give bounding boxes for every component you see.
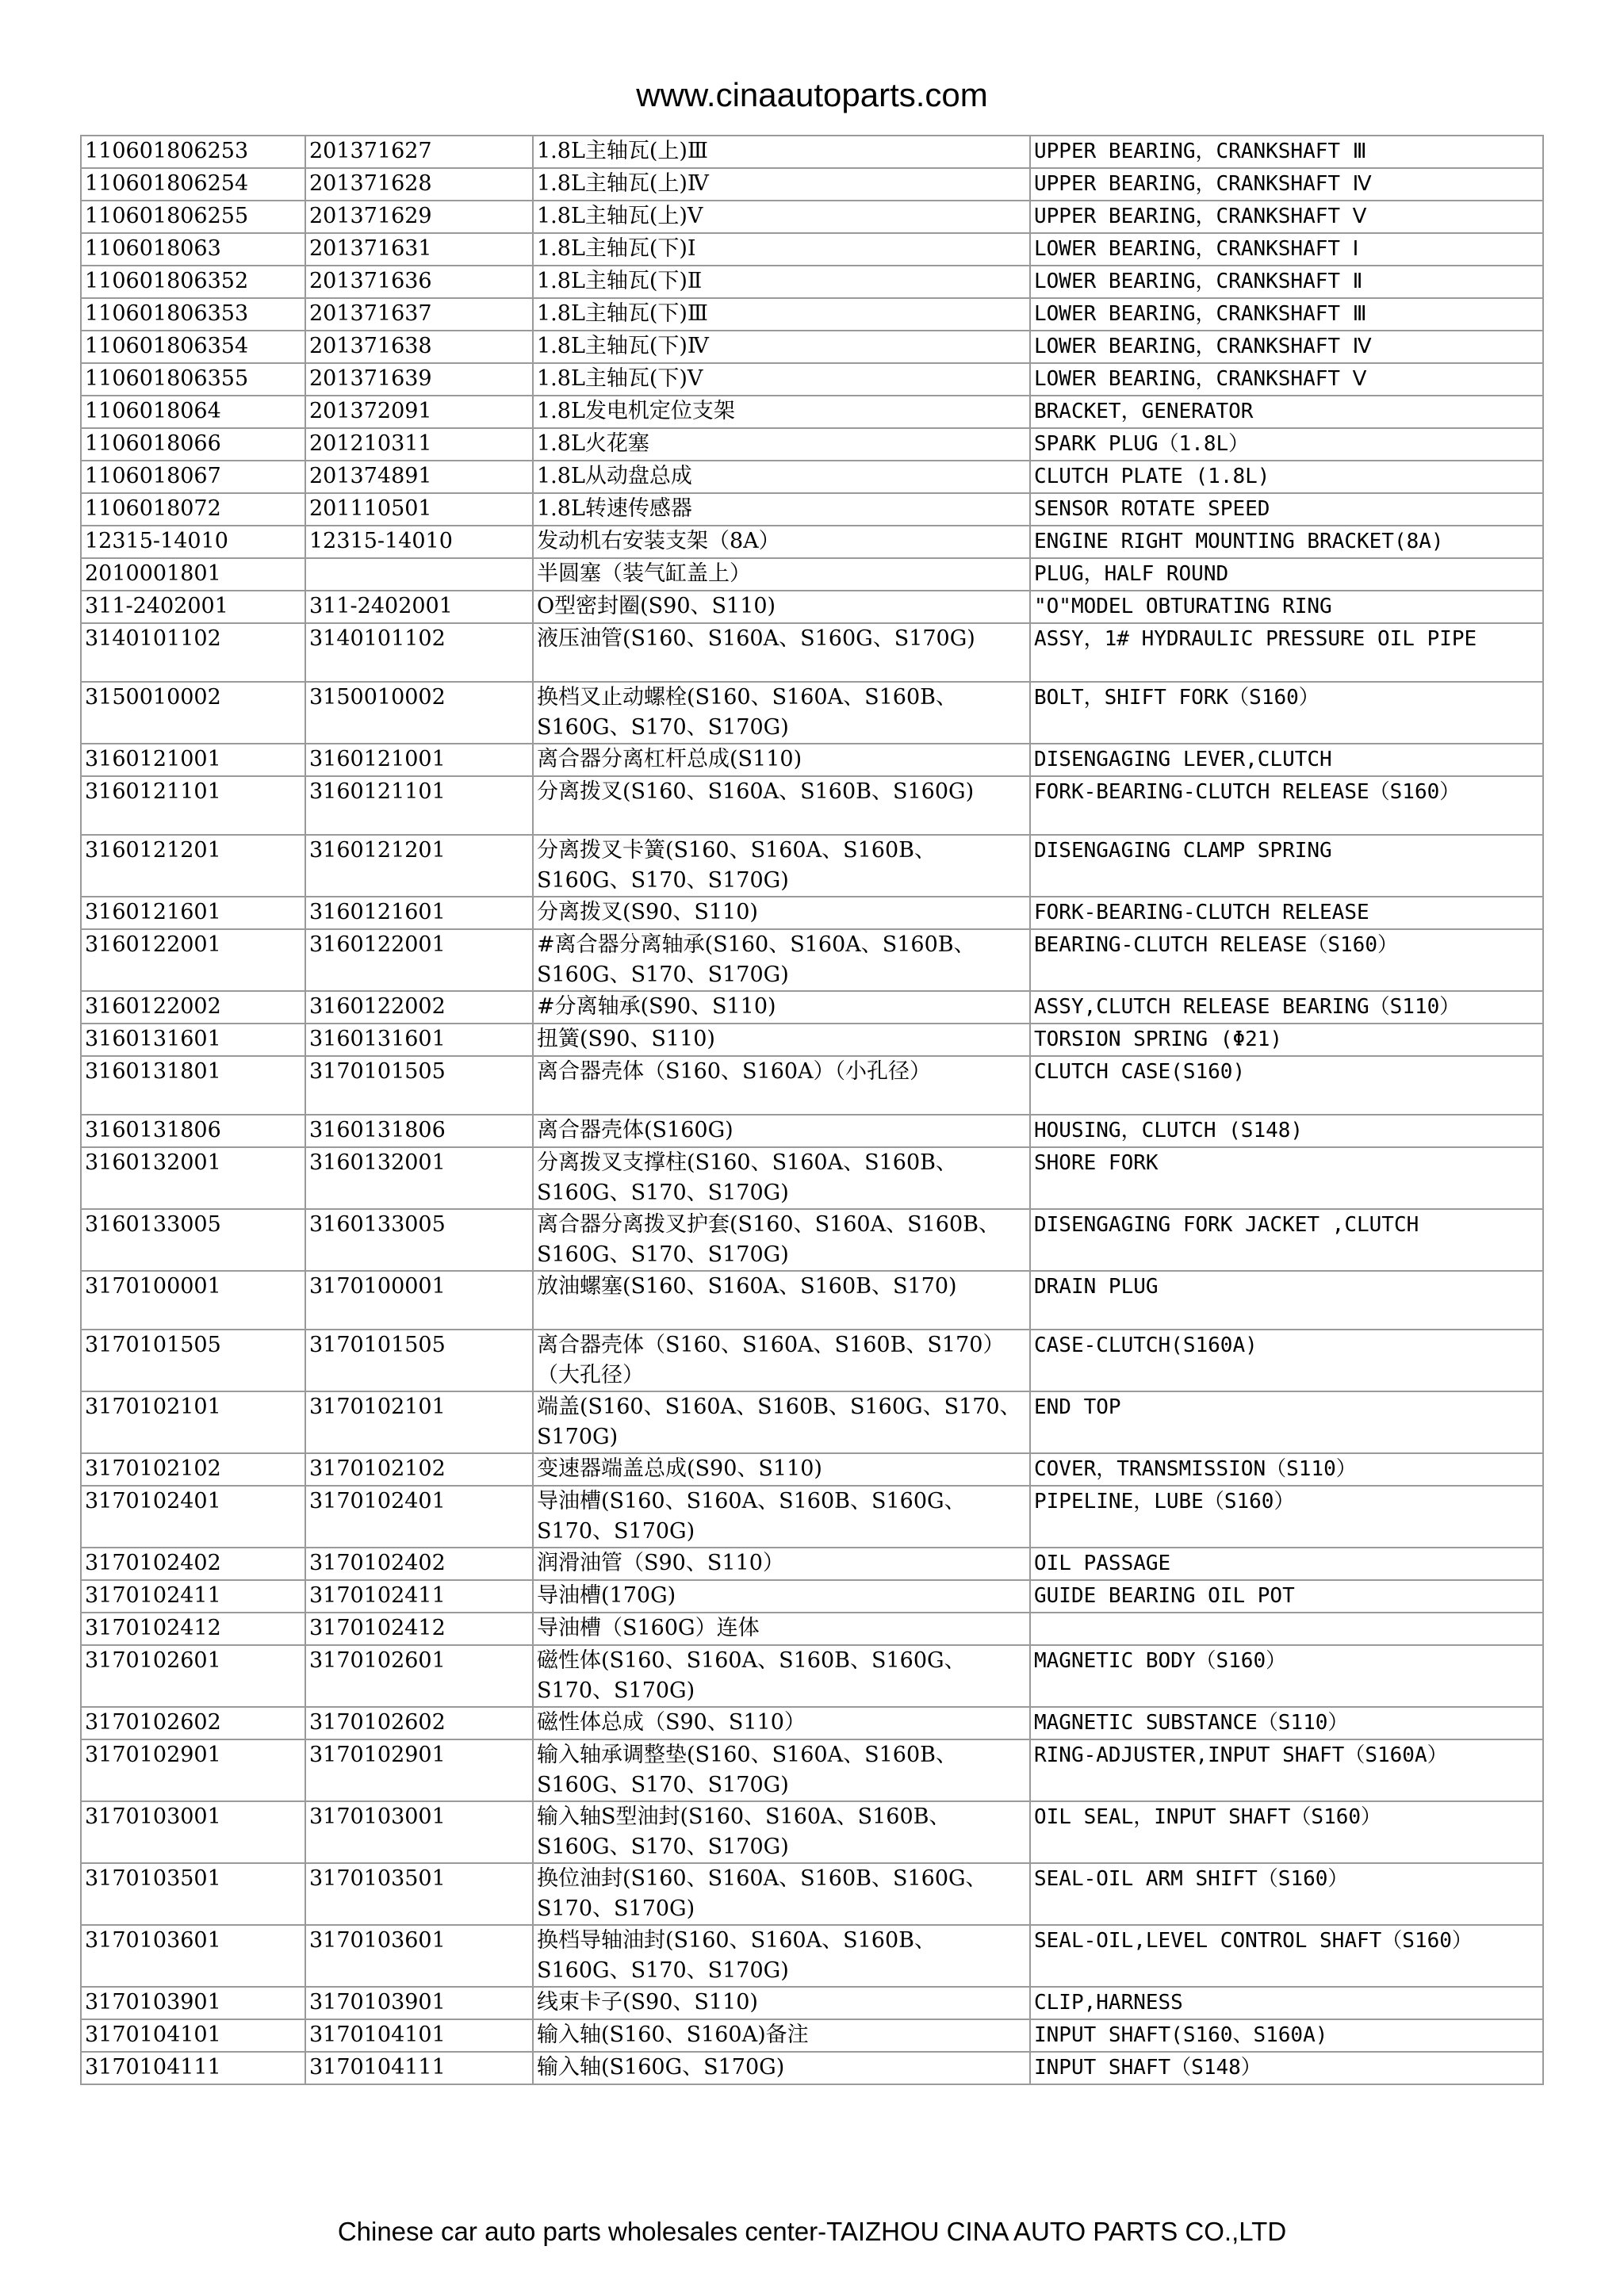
oem-number-cell: 201371637 <box>305 298 533 331</box>
table-row <box>81 1147 1543 1209</box>
table-row <box>81 591 1543 623</box>
english-name-cell: PIPELINE，LUBE（S160） <box>1030 1486 1543 1548</box>
english-name-cell: UPPER BEARING，CRANKSHAFT Ⅳ <box>1030 168 1543 201</box>
english-name-cell: ASSY，1# HYDRAULIC PRESSURE OIL PIPE <box>1030 623 1543 682</box>
part-code-cell: 3140101102 <box>81 623 305 682</box>
oem-number-cell: 3160121201 <box>305 835 533 897</box>
chinese-name-cell: 1.8L转速传感器 <box>533 493 1030 526</box>
table-row <box>81 266 1543 298</box>
part-code-cell: 3170102412 <box>81 1613 305 1645</box>
part-code-cell: 3160131601 <box>81 1024 305 1056</box>
chinese-name-cell: 1.8L发电机定位支架 <box>533 396 1030 428</box>
part-code-cell: 3170104101 <box>81 2019 305 2052</box>
oem-number-cell: 3170102411 <box>305 1580 533 1613</box>
table-row <box>81 1024 1543 1056</box>
english-name-cell: RING-ADJUSTER,INPUT SHAFT（S160A） <box>1030 1739 1543 1801</box>
chinese-name-cell: 换位油封(S160、S160A、S160B、S160G、S170、S170G) <box>533 1863 1030 1925</box>
table-row <box>81 2019 1543 2052</box>
table-row <box>81 1271 1543 1330</box>
chinese-name-cell: 导油槽(S160、S160A、S160B、S160G、S170、S170G) <box>533 1486 1030 1548</box>
chinese-name-cell: 1.8L主轴瓦(上)Ⅲ <box>533 136 1030 168</box>
part-code-cell: 3170103501 <box>81 1863 305 1925</box>
chinese-name-cell: 磁性体(S160、S160A、S160B、S160G、S170、S170G) <box>533 1645 1030 1707</box>
chinese-name-cell: 扭簧(S90、S110) <box>533 1024 1030 1056</box>
english-name-cell: BEARING-CLUTCH RELEASE（S160） <box>1030 929 1543 991</box>
part-code-cell: 3170102601 <box>81 1645 305 1707</box>
oem-number-cell: 201210311 <box>305 428 533 461</box>
part-code-cell: 3170102102 <box>81 1453 305 1486</box>
english-name-cell: SEAL-OIL,LEVEL CONTROL SHAFT（S160） <box>1030 1925 1543 1987</box>
oem-number-cell: 3170102402 <box>305 1548 533 1580</box>
chinese-name-cell: 润滑油管（S90、S110） <box>533 1548 1030 1580</box>
chinese-name-cell: 1.8L主轴瓦(上)Ⅴ <box>533 201 1030 233</box>
chinese-name-cell: 分离拨叉(S160、S160A、S160B、S160G) <box>533 776 1030 835</box>
part-code-cell: 110601806253 <box>81 136 305 168</box>
part-code-cell: 3170102402 <box>81 1548 305 1580</box>
chinese-name-cell: 端盖(S160、S160A、S160B、S160G、S170、S170G) <box>533 1391 1030 1453</box>
english-name-cell: UPPER BEARING，CRANKSHAFT Ⅲ <box>1030 136 1543 168</box>
table-row <box>81 363 1543 396</box>
part-code-cell: 2010001801 <box>81 558 305 591</box>
table-row <box>81 1115 1543 1147</box>
chinese-name-cell: 分离拨叉(S90、S110) <box>533 897 1030 929</box>
english-name-cell: UPPER BEARING，CRANKSHAFT Ⅴ <box>1030 201 1543 233</box>
part-code-cell: 110601806354 <box>81 331 305 363</box>
english-name-cell: OIL PASSAGE <box>1030 1548 1543 1580</box>
oem-number-cell: 3170102412 <box>305 1613 533 1645</box>
english-name-cell: CASE-CLUTCH(S160A) <box>1030 1330 1543 1391</box>
table-row <box>81 1453 1543 1486</box>
chinese-name-cell: 半圆塞（装气缸盖上） <box>533 558 1030 591</box>
table-row <box>81 493 1543 526</box>
table-row <box>81 168 1543 201</box>
chinese-name-cell: 变速器端盖总成(S90、S110) <box>533 1453 1030 1486</box>
english-name-cell: BOLT，SHIFT FORK（S160） <box>1030 682 1543 744</box>
chinese-name-cell: 输入轴(S160、S160A)备注 <box>533 2019 1030 2052</box>
table-row <box>81 331 1543 363</box>
table-row <box>81 461 1543 493</box>
chinese-name-cell: #分离轴承(S90、S110) <box>533 991 1030 1024</box>
table-row <box>81 1330 1543 1391</box>
oem-number-cell: 3170103501 <box>305 1863 533 1925</box>
part-code-cell: 311-2402001 <box>81 591 305 623</box>
oem-number-cell: 3170100001 <box>305 1271 533 1330</box>
part-code-cell: 110601806352 <box>81 266 305 298</box>
table-row <box>81 1613 1543 1645</box>
table-row <box>81 1801 1543 1863</box>
english-name-cell: LOWER BEARING，CRANKSHAFT Ⅳ <box>1030 331 1543 363</box>
oem-number-cell: 3170102102 <box>305 1453 533 1486</box>
english-name-cell: SPARK PLUG（1.8L） <box>1030 428 1543 461</box>
english-name-cell: ASSY,CLUTCH RELEASE BEARING（S110） <box>1030 991 1543 1024</box>
chinese-name-cell: 液压油管(S160、S160A、S160G、S170G) <box>533 623 1030 682</box>
table-row <box>81 1645 1543 1707</box>
table-row <box>81 1739 1543 1801</box>
part-code-cell: 3170102401 <box>81 1486 305 1548</box>
oem-number-cell: 3150010002 <box>305 682 533 744</box>
table-row <box>81 835 1543 897</box>
oem-number-cell: 3170104111 <box>305 2052 533 2084</box>
chinese-name-cell: 1.8L主轴瓦(下)Ⅱ <box>533 266 1030 298</box>
oem-number-cell: 201371636 <box>305 266 533 298</box>
english-name-cell: SHORE FORK <box>1030 1147 1543 1209</box>
chinese-name-cell: 发动机右安装支架（8A） <box>533 526 1030 558</box>
english-name-cell: SENSOR ROTATE SPEED <box>1030 493 1543 526</box>
english-name-cell: FORK-BEARING-CLUTCH RELEASE（S160） <box>1030 776 1543 835</box>
chinese-name-cell: 分离拨叉卡簧(S160、S160A、S160B、S160G、S170、S170G) <box>533 835 1030 897</box>
oem-number-cell: 201374891 <box>305 461 533 493</box>
oem-number-cell: 3160121001 <box>305 744 533 776</box>
english-name-cell: ENGINE RIGHT MOUNTING BRACKET(8A) <box>1030 526 1543 558</box>
oem-number-cell: 3170101505 <box>305 1330 533 1391</box>
part-code-cell: 3170102101 <box>81 1391 305 1453</box>
english-name-cell: DISENGAGING LEVER,CLUTCH <box>1030 744 1543 776</box>
chinese-name-cell: 1.8L主轴瓦(上)Ⅳ <box>533 168 1030 201</box>
english-name-cell: HOUSING，CLUTCH (S148) <box>1030 1115 1543 1147</box>
english-name-cell: DISENGAGING FORK JACKET ,CLUTCH <box>1030 1209 1543 1271</box>
table-row <box>81 2052 1543 2084</box>
oem-number-cell: 3170101505 <box>305 1056 533 1115</box>
oem-number-cell: 201371628 <box>305 168 533 201</box>
chinese-name-cell: 离合器壳体（S160、S160A）（小孔径） <box>533 1056 1030 1115</box>
oem-number-cell: 12315-14010 <box>305 526 533 558</box>
english-name-cell: FORK-BEARING-CLUTCH RELEASE <box>1030 897 1543 929</box>
table-row <box>81 744 1543 776</box>
table-row <box>81 396 1543 428</box>
table-row <box>81 1863 1543 1925</box>
chinese-name-cell: 换档叉止动螺栓(S160、S160A、S160B、S160G、S170、S170G) <box>533 682 1030 744</box>
part-code-cell: 3170103601 <box>81 1925 305 1987</box>
chinese-name-cell: 1.8L从动盘总成 <box>533 461 1030 493</box>
english-name-cell: LOWER BEARING，CRANKSHAFT Ⅴ <box>1030 363 1543 396</box>
oem-number-cell: 3170102101 <box>305 1391 533 1453</box>
table-row <box>81 776 1543 835</box>
part-code-cell: 3160121201 <box>81 835 305 897</box>
oem-number-cell: 3140101102 <box>305 623 533 682</box>
table-row <box>81 1486 1543 1548</box>
oem-number-cell: 201110501 <box>305 493 533 526</box>
part-code-cell: 3160121601 <box>81 897 305 929</box>
table-row <box>81 1580 1543 1613</box>
parts-table-body <box>81 136 1543 2084</box>
table-row <box>81 233 1543 266</box>
part-code-cell: 3170101505 <box>81 1330 305 1391</box>
table-row <box>81 623 1543 682</box>
chinese-name-cell: 离合器分离拨叉护套(S160、S160A、S160B、S160G、S170、S170G) <box>533 1209 1030 1271</box>
chinese-name-cell: 导油槽(170G) <box>533 1580 1030 1613</box>
oem-number-cell: 3160131806 <box>305 1115 533 1147</box>
english-name-cell: INPUT SHAFT(S160、S160A) <box>1030 2019 1543 2052</box>
english-name-cell: PLUG，HALF ROUND <box>1030 558 1543 591</box>
english-name-cell: DRAIN PLUG <box>1030 1271 1543 1330</box>
part-code-cell: 1106018072 <box>81 493 305 526</box>
part-code-cell: 1106018063 <box>81 233 305 266</box>
part-code-cell: 3160132001 <box>81 1147 305 1209</box>
oem-number-cell: 3160121101 <box>305 776 533 835</box>
part-code-cell: 3160133005 <box>81 1209 305 1271</box>
table-row <box>81 526 1543 558</box>
chinese-name-cell: 放油螺塞(S160、S160A、S160B、S170) <box>533 1271 1030 1330</box>
table-row <box>81 428 1543 461</box>
table-row <box>81 1707 1543 1739</box>
chinese-name-cell: 分离拨叉支撑柱(S160、S160A、S160B、S160G、S170、S170G) <box>533 1147 1030 1209</box>
chinese-name-cell: 1.8L主轴瓦(下)Ⅲ <box>533 298 1030 331</box>
oem-number-cell: 3170103001 <box>305 1801 533 1863</box>
oem-number-cell: 3160122001 <box>305 929 533 991</box>
part-code-cell: 1106018067 <box>81 461 305 493</box>
table-row <box>81 1925 1543 1987</box>
table-row <box>81 558 1543 591</box>
part-code-cell: 1106018064 <box>81 396 305 428</box>
oem-number-cell: 201371627 <box>305 136 533 168</box>
oem-number-cell: 3170102901 <box>305 1739 533 1801</box>
table-row <box>81 929 1543 991</box>
oem-number-cell: 3160121601 <box>305 897 533 929</box>
part-code-cell: 3170102901 <box>81 1739 305 1801</box>
english-name-cell: INPUT SHAFT（S148） <box>1030 2052 1543 2084</box>
chinese-name-cell: 输入轴(S160G、S170G) <box>533 2052 1030 2084</box>
chinese-name-cell: 离合器壳体（S160、S160A、S160B、S170）（大孔径） <box>533 1330 1030 1391</box>
chinese-name-cell: 输入轴S型油封(S160、S160A、S160B、S160G、S170、S170G) <box>533 1801 1030 1863</box>
table-row <box>81 682 1543 744</box>
oem-number-cell: 201371629 <box>305 201 533 233</box>
chinese-name-cell: O型密封圈(S90、S110) <box>533 591 1030 623</box>
oem-number-cell: 3160122002 <box>305 991 533 1024</box>
chinese-name-cell: 1.8L火花塞 <box>533 428 1030 461</box>
oem-number-cell: 311-2402001 <box>305 591 533 623</box>
english-name-cell: LOWER BEARING，CRANKSHAFT Ⅲ <box>1030 298 1543 331</box>
oem-number-cell: 3170102602 <box>305 1707 533 1739</box>
part-code-cell: 1106018066 <box>81 428 305 461</box>
oem-number-cell: 3170102401 <box>305 1486 533 1548</box>
site-url-header: www.cinaautoparts.com <box>636 76 988 113</box>
part-code-cell: 3170103001 <box>81 1801 305 1863</box>
english-name-cell: TORSION SPRING (Φ21) <box>1030 1024 1543 1056</box>
table-row <box>81 1548 1543 1580</box>
chinese-name-cell: 离合器分离杠杆总成(S110) <box>533 744 1030 776</box>
chinese-name-cell: #离合器分离轴承(S160、S160A、S160B、S160G、S170、S170G) <box>533 929 1030 991</box>
part-code-cell: 3160131801 <box>81 1056 305 1115</box>
english-name-cell: DISENGAGING CLAMP SPRING <box>1030 835 1543 897</box>
part-code-cell: 3160122001 <box>81 929 305 991</box>
oem-number-cell <box>305 558 533 591</box>
english-name-cell: BRACKET，GENERATOR <box>1030 396 1543 428</box>
oem-number-cell: 3170102601 <box>305 1645 533 1707</box>
part-code-cell: 3170103901 <box>81 1987 305 2019</box>
chinese-name-cell: 输入轴承调整垫(S160、S160A、S160B、S160G、S170、S170G) <box>533 1739 1030 1801</box>
chinese-name-cell: 1.8L主轴瓦(下)Ⅴ <box>533 363 1030 396</box>
english-name-cell: SEAL-OIL ARM SHIFT（S160） <box>1030 1863 1543 1925</box>
oem-number-cell: 201371631 <box>305 233 533 266</box>
chinese-name-cell: 磁性体总成（S90、S110） <box>533 1707 1030 1739</box>
oem-number-cell: 3160131601 <box>305 1024 533 1056</box>
oem-number-cell: 3170103601 <box>305 1925 533 1987</box>
parts-table <box>80 135 1544 2085</box>
english-name-cell: LOWER BEARING，CRANKSHAFT Ⅱ <box>1030 266 1543 298</box>
english-name-cell: "O"MODEL OBTURATING RING <box>1030 591 1543 623</box>
part-code-cell: 3170100001 <box>81 1271 305 1330</box>
english-name-cell: LOWER BEARING，CRANKSHAFT Ⅰ <box>1030 233 1543 266</box>
part-code-cell: 110601806355 <box>81 363 305 396</box>
chinese-name-cell: 换档导轴油封(S160、S160A、S160B、S160G、S170、S170G) <box>533 1925 1030 1987</box>
oem-number-cell: 3160133005 <box>305 1209 533 1271</box>
english-name-cell: GUIDE BEARING OIL POT <box>1030 1580 1543 1613</box>
chinese-name-cell: 离合器壳体(S160G) <box>533 1115 1030 1147</box>
part-code-cell: 3160122002 <box>81 991 305 1024</box>
oem-number-cell: 201371638 <box>305 331 533 363</box>
oem-number-cell: 3170103901 <box>305 1987 533 2019</box>
part-code-cell: 3170102411 <box>81 1580 305 1613</box>
table-row <box>81 1391 1543 1453</box>
chinese-name-cell: 导油槽（S160G）连体 <box>533 1613 1030 1645</box>
english-name-cell <box>1030 1613 1543 1645</box>
table-row <box>81 1987 1543 2019</box>
part-code-cell: 3150010002 <box>81 682 305 744</box>
table-row <box>81 136 1543 168</box>
english-name-cell: MAGNETIC BODY（S160） <box>1030 1645 1543 1707</box>
part-code-cell: 110601806254 <box>81 168 305 201</box>
table-row <box>81 1209 1543 1271</box>
company-footer: Chinese car auto parts wholesales center-TAIZHOU CINA AUTO PARTS CO.,LTD <box>337 2217 1287 2246</box>
part-code-cell: 110601806255 <box>81 201 305 233</box>
part-code-cell: 3160121101 <box>81 776 305 835</box>
chinese-name-cell: 1.8L主轴瓦(下)Ⅳ <box>533 331 1030 363</box>
chinese-name-cell: 1.8L主轴瓦(下)Ⅰ <box>533 233 1030 266</box>
english-name-cell: OIL SEAL，INPUT SHAFT（S160） <box>1030 1801 1543 1863</box>
part-code-cell: 3170104111 <box>81 2052 305 2084</box>
table-row <box>81 298 1543 331</box>
table-row <box>81 1056 1543 1115</box>
oem-number-cell: 201372091 <box>305 396 533 428</box>
english-name-cell: CLUTCH CASE(S160) <box>1030 1056 1543 1115</box>
table-row <box>81 991 1543 1024</box>
chinese-name-cell: 线束卡子(S90、S110) <box>533 1987 1030 2019</box>
english-name-cell: MAGNETIC SUBSTANCE（S110） <box>1030 1707 1543 1739</box>
english-name-cell: CLUTCH PLATE (1.8L) <box>1030 461 1543 493</box>
table-row <box>81 201 1543 233</box>
part-code-cell: 3160121001 <box>81 744 305 776</box>
english-name-cell: END TOP <box>1030 1391 1543 1453</box>
oem-number-cell: 3160132001 <box>305 1147 533 1209</box>
oem-number-cell: 201371639 <box>305 363 533 396</box>
english-name-cell: CLIP,HARNESS <box>1030 1987 1543 2019</box>
oem-number-cell: 3170104101 <box>305 2019 533 2052</box>
part-code-cell: 110601806353 <box>81 298 305 331</box>
table-row <box>81 897 1543 929</box>
part-code-cell: 3170102602 <box>81 1707 305 1739</box>
part-code-cell: 12315-14010 <box>81 526 305 558</box>
english-name-cell: COVER，TRANSMISSION（S110） <box>1030 1453 1543 1486</box>
part-code-cell: 3160131806 <box>81 1115 305 1147</box>
